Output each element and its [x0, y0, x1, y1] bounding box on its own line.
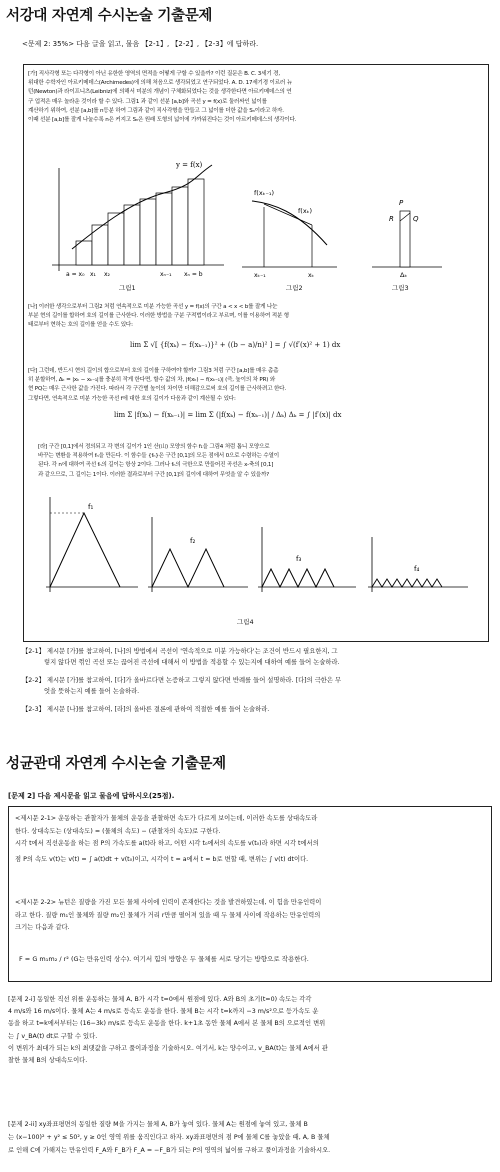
fig2-label: f(xₖ₋₁)	[254, 189, 275, 197]
fig1-xlabel: xₙ = b	[184, 271, 203, 278]
fig2-label: f(xₖ)	[298, 207, 312, 215]
question-line: 【2-1】 제시문 [가]를 참고하여, [나]의 방법에서 곡선이 '연속적으로 미분 가능하다'는 조건이 반드시 필요한지, 그	[22, 648, 338, 655]
fig4-f3-graph	[258, 527, 356, 592]
q22-line: 로 인해 C에 가해지는 만유인력 F_A와 F_B가 F_A = −F_B가 되는 P의 영역의 넓이를 구하고 풀이과정을 기술하시오.	[8, 1147, 331, 1154]
q21-line: 동을 하고 t=k에서부터는 (16−3k) m/s로 등속도 운동을 한다. k+1초 동안 물체 A에서 본 물체 B의 으로적인 변위	[8, 1020, 326, 1028]
ra-line: 바꾸는 변환을 적용하여 fₙ을 만든다. 이 함수들 {fₙ}은 구간 [0,1]의 모든 점에서 0으로 수렴하는 수열이	[38, 453, 279, 460]
fig1-curve-label: y = f(x)	[176, 161, 203, 169]
fig3-P: P	[399, 199, 404, 207]
fig4-label: f₄	[414, 565, 420, 573]
figure-4-sawtooth	[38, 487, 478, 607]
fig2-xlabel: xₖ	[308, 272, 315, 279]
passage-box	[23, 64, 489, 642]
p22-line: 크기는 다음과 같다.	[15, 924, 70, 931]
question-line: 【2-3】 제시문 [나]를 참고하여, [라]의 올바른 결론에 관하여 적절한 예를 들어 논술하라.	[22, 706, 270, 713]
section2-title: 성균관대 자연계 수시논술 기출문제	[6, 756, 226, 772]
fig3-caption: 그림3	[392, 284, 409, 292]
na-line: 부분 현의 길이를 합하여 호의 길이를 근사한다. 이러한 방법을 구분 구적법이라고 부르며, 이를 이용하여 적분 형	[28, 313, 289, 320]
q22-line: 는 (x−100)² + y² ≤ 50², y ≥ 0인 영역 위를 움직인다고 하자. xy좌표평면의 점 P에 물체 C를 놓았을 때, A, B 물체	[8, 1134, 330, 1141]
passage-na	[28, 303, 486, 331]
da-line: 히 분할하여, Δₖ = |xₖ − xₖ₋₁|를 충분히 작게 한다면, 할수 값의 차, |f(xₖ) − f(xₖ₋₁)| (즉, 높이의 차 PR) 와	[28, 377, 276, 384]
equation-height-sum: lim Σ |f(xₖ) − f(xₖ₋₁)| = lim Σ (|f(xₖ) − f(xₖ₋₁)| / Δₖ) Δₖ = ∫ |f′(x)| dx	[114, 411, 342, 419]
figure-1-riemann-sum	[44, 153, 234, 293]
question-line: 엇을 뜻하는지 예를 들어 논술하라.	[44, 688, 140, 695]
fig1-xlabel: x₂	[104, 271, 110, 278]
section2-problem-header: [문제 2] 다음 제시문을 읽고 물음에 답하시오(25점).	[8, 792, 175, 800]
fig2-xlabel: xₖ₋₁	[254, 272, 266, 279]
ga-line: 계산하기 위하여, 선분 [a,b]를 n등분 하여 그림과 같이 직사각형을 만들고 그 넓이를 더한 값을 Sₙ이라고 하자.	[28, 107, 284, 114]
q21-line: 4 m/s와 16 m/s이다. 물체 A는 4 m/s로 등속도 운동을 한다. 물체 B는 시각 t=k까지 −3 m/s²으로 등가속도 운	[8, 1008, 319, 1016]
passage-box-2	[8, 806, 492, 982]
ga-line: 위대한 수학자인 아르키메데스(Archimedes)에 의해 처음으로 생각되었고 연구되었다. A. D. 17세기경 이르러 뉴	[28, 80, 292, 87]
p22-line: 라고 한다. 질량 m₁인 물체와 질량 m₂인 물체가 거리 r만큼 떨어져 있을 때 두 물체 사이에 작용하는 만유인력의	[15, 911, 321, 919]
section1-problem-header: <문제 2: 35%> 다음 글을 읽고, 물음 【2-1】, 【2-2】, 【2-3】에 답하라.	[22, 40, 259, 48]
fig4-label: f₃	[296, 555, 302, 563]
figure-3-height-diff	[372, 191, 452, 281]
passage-ga	[28, 70, 486, 125]
fig4-f1-graph	[46, 497, 138, 592]
problem-2-i	[8, 994, 494, 1067]
passage-2-1	[15, 813, 487, 866]
fig4-f2-graph	[148, 517, 248, 592]
q21-line: 찰한 물체 B의 상대속도이다.	[8, 1057, 88, 1065]
fig1-xlabel: x₁	[90, 271, 96, 278]
q21-line: 는 ∫ v_BA(t) dt로 구할 수 있다.	[8, 1032, 98, 1040]
da-line: [다] 그런데, 반드시 현의 길이의 합으로부터 호의 길이를 구하여야 할까? 그림3 처럼 구간 [a,b]를 매우 촘촘	[28, 368, 279, 374]
fig2-caption: 그림2	[286, 284, 303, 292]
question-2-2	[22, 675, 492, 697]
da-line: 현 PQ는 매우 근사한 값을 가진다. 따라서 각 구간별 높이의 차이만 더해감으로써 호의 길이를 근사하려고 한다.	[28, 386, 286, 393]
ra-line: 된다. 각 n에 대하여 곡선 fₙ의 길이는 항상 2이다. 그러나 fₙ의 극한으로 만들어진 곡선은 x-축의 [0,1]	[38, 462, 274, 469]
q21-line: 이 변위가 최대가 되는 k의 최댓값을 구하고 풀이과정을 기술하시오. 여기서, k는 양수이고, v_BA(t)는 물체 A에서 관	[8, 1044, 328, 1052]
na-line: 태로부터 현하는 호의 길이를 얻을 수도 있다:	[28, 322, 133, 329]
question-line: 렇지 않다면 꺾인 곡선 또는 끊어진 곡선에 대해서 이 방법을 적용할 수 있는지에 대하여 예를 들어 논술하라.	[44, 659, 340, 666]
fig3-R: R	[389, 215, 394, 223]
passage-da	[28, 367, 486, 404]
equation-arc-length: lim Σ √[ {f(xₖ) − f(xₖ₋₁)}² + ((b − a)/n)² ] = ∫ √(f′(x)² + 1) dx	[130, 341, 341, 349]
fig3-Q: Q	[413, 215, 419, 223]
question-line: 【2-2】 제시문 [가]를 참고하여, [다]가 올바르다면 논증하고 그렇지 않다면 반례를 들어 설명하라. [다]의 극한은 무	[22, 677, 342, 684]
ga-line: [가] 직사각형 또는 다각형이 아닌 유한한 영역의 면적을 어떻게 구할 수 있을까? 이런 질문은 B. C. 3세기 경,	[28, 71, 280, 77]
p22-line: <제시문 2-2> 뉴턴은 질량을 가진 모든 물체 사이에 인력이 존재한다는 것을 발견하였는데, 이 힘을 만유인력이	[15, 899, 322, 906]
ra-line: [라] 구간 [0,1]에서 정의되고 각 변의 길이가 1인 산(山) 모양의 함수 f₁을 그림4 처럼 톱니 모양으로	[38, 444, 270, 450]
ra-line: 과 같으므로, 그 길이는 1이다. 이러한 결과로부터 구간 [0,1]의 길이에 대하여 무엇을 알 수 있을까?	[38, 471, 269, 478]
fig4-f4-graph	[368, 537, 468, 592]
question-list	[22, 646, 492, 715]
figure-2-chord	[242, 185, 342, 285]
section1-title: 서강대 자연계 수시논술 기출문제	[6, 8, 213, 24]
p21-line: <제시문 2-1> 운동하는 관찰자가 물체의 운동을 관찰하면 속도가 다르게 보이는데, 이러한 속도를 상대속도라	[15, 815, 318, 822]
passage-2-2	[15, 897, 487, 935]
fig4-label: f₁	[88, 503, 94, 511]
problem-2-ii	[8, 1118, 494, 1157]
fig4-label: f₂	[190, 537, 196, 545]
ga-line: 구 업적은 매우 놀라운 것이라 할 수 있다. 그림1 과 같이 선분 [a,b]와 곡선 y = f(x)로 둘러싸인 넓이를	[28, 98, 267, 105]
passage-ra	[38, 443, 478, 480]
gravitation-formula: F = G m₁m₂ / r² (G는 만유인력 상수). 여기서 힘의 방향은 두 물체를 서로 당기는 방향으로 작용한다.	[19, 955, 309, 963]
ga-line: 이때 선분 [a,b]를 잘게 나눌수록 n은 커지고 Sₙ은 원래 도형의 넓이에 가까워진다는 것이 아르키메데스의 생각이다.	[28, 117, 297, 124]
q22-line: [문제 2-ii] xy좌표평면의 동일한 질량 M을 가지는 물체 A, B가 놓여 있다. 물체 A는 원점에 놓여 있고, 물체 B	[8, 1121, 308, 1128]
fig1-caption: 그림1	[119, 284, 136, 292]
fig4-caption: 그림4	[237, 618, 254, 626]
question-2-1	[22, 646, 492, 668]
fig3-delta: Δₖ	[400, 271, 408, 279]
fig1-xlabel: xₙ₋₁	[160, 271, 172, 278]
p21-line: 점 P의 속도 v(t)는 v(t) = ∫ a(t)dt + v(t₀)이고, 시각이 t = a에서 t = b로 변할 때, 변위는 ∫ v(t) dt이다.	[15, 855, 309, 863]
question-2-3	[22, 704, 492, 715]
ga-line: 턴(Newton)과 라이프니츠(Leibniz)에 의해서 미분의 개념이 구체화되었다는 것을 생각한다면 아르키메데스의 연	[28, 89, 292, 96]
da-line: 그렇다면, 연속적으로 미분 가능한 곡선 f에 대한 호의 길이가 다음과 같이 계산될 수 있다:	[28, 395, 236, 402]
p21-line: 시각 t에서 직선운동을 하는 점 P의 가속도를 a(t)라 하고, 어떤 시각 t₀에서의 속도를 v(t₀)라 하면 시각 t에서의	[15, 840, 319, 847]
fig1-xlabel: a = x₀	[66, 271, 85, 278]
na-line: [나] 이러한 생각으로부터 그림2 처럼 연속적으로 미분 가능한 곡선 y = f(x)의 구간 a < x < b를 잘게 나눈	[28, 304, 278, 310]
p21-line: 한다. 상대속도는 (상대속도) = (물체의 속도) − (관찰자의 속도)로 구한다.	[15, 827, 221, 835]
q21-line: [문제 2-i] 동일한 직선 위를 운동하는 물체 A, B가 시각 t=0에서 원점에 있다. A와 B의 초기(t=0) 속도는 각각	[8, 996, 312, 1003]
